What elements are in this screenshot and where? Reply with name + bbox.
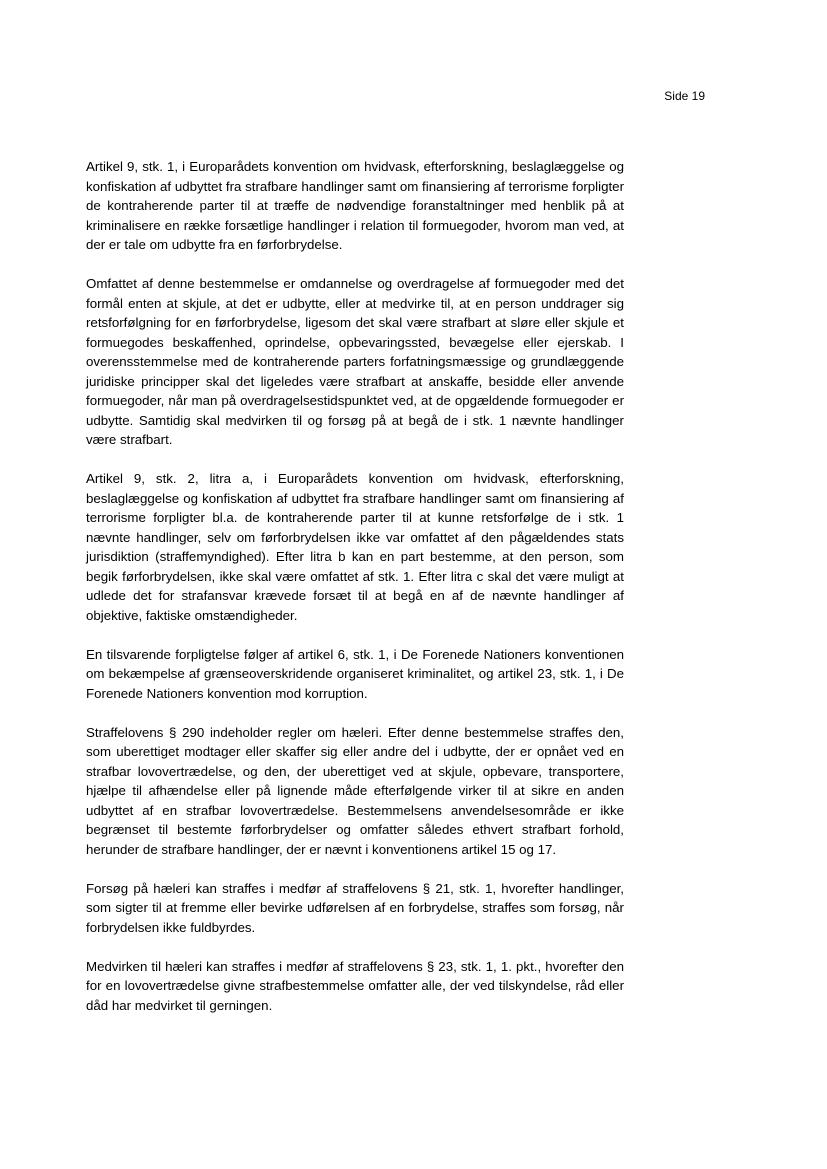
paragraph-un-conventions: En tilsvarende forpligtelse følger af artikel 6, stk. 1, i De Forenede Nationers konventionen om bekæmpelse af grænseoverskridende organiseret kriminalitet, og artikel 23, stk. 1, i De Forenede Nationers konvention mod korruption.	[86, 646, 624, 701]
paragraph-scope: Omfattet af denne bestemmelse er omdannelse og overdragelse af formuegoder med det formål enten at skjule, at det er udbytte, eller at medvirke til, at en person unddrager sig retsforfølgning for en førforbrydelse, ligesom det skal være strafbart at sløre eller skjule et formuegodes beskaffenhed, oprindelse, opbevaringssted, bevægelse eller ejerskab. I overensstemmelse med de kontraherende parters forfatningsmæssige og grundlæggende juridiske principper skal det ligeledes være strafbart at anskaffe, besidde eller anvende formuegoder, når man på overdragelsestidspunktet ved, at de opgældende formuegoder er udbytte. Samtidig skal medvirken til og forsøg på at begå de i stk. 1 nævnte handlinger være strafbart.	[86, 276, 624, 447]
page-number: Side 19	[664, 89, 705, 103]
paragraph-article-9-stk-1: Artikel 9, stk. 1, i Europarådets konvention om hvidvask, efterforskning, beslaglæggelse og konfiskation af udbyttet fra strafbare handlinger samt om finansiering af terrorisme forpligter de kontraherende parter til at træffe de nødvendige foranstaltninger med henblik på at kriminalisere en række forsætlige handlinger i relation til formuegoder, hvorom man ved, at der er tale om udbytte fra en førforbrydelse.	[86, 159, 624, 252]
document-body	[86, 157, 624, 1035]
paragraph-straffelov-290: Straffelovens § 290 indeholder regler om hæleri. Efter denne bestemmelse straffes den, som uberettiget modtager eller skaffer sig eller andre del i udbytte, der er opnået ved en strafbar lovovertrædelse, og den, der uberettiget ved at skjule, opbevare, transportere, hjælpe til afhændelse eller på lignende måde efterfølgende virker til at sikre en anden udbyttet af en strafbar lovovertrædelse. Bestemmelsens anvendelsesområde er ikke begrænset til bestemte førforbrydelser og omfatter således ethvert strafbart forhold, herunder de strafbare handlinger, der er nævnt i konventionens artikel 15 og 17.	[86, 724, 624, 857]
paragraph-complicity: Medvirken til hæleri kan straffes i medfør af straffelovens § 23, stk. 1, 1. pkt., hvorefter den for en lovovertrædelse givne strafbestemmelse omfatter alle, der ved tilskyndelse, råd eller dåd har medvirket til gerningen.	[86, 958, 624, 1013]
paragraph-attempt: Forsøg på hæleri kan straffes i medfør af straffelovens § 21, stk. 1, hvorefter handlinger, som sigter til at fremme eller bevirke udførelsen af en forbrydelse, straffes som forsøg, når forbrydelsen ikke fuldbyrdes.	[86, 880, 624, 935]
paragraph-article-9-stk-2: Artikel 9, stk. 2, litra a, i Europarådets konvention om hvidvask, efterforskning, beslaglæggelse og konfiskation af udbyttet fra strafbare handlinger samt om finansiering af terrorisme forpligter bl.a. de kontraherende parter til at kunne retsforfølge de i stk. 1 nævnte handlinger, selv om førforbrydelsen ikke var omfattet af den pågældendes stats jurisdiktion (straffemyndighed). Efter litra b kan en part bestemme, at den person, som begik førforbrydelsen, ikke skal være omfattet af stk. 1. Efter litra c skal det være muligt at udlede det for strafansvar krævede forsæt til at begå en af de nævnte handlinger af objektive, faktiske omstændigheder.	[86, 471, 624, 623]
